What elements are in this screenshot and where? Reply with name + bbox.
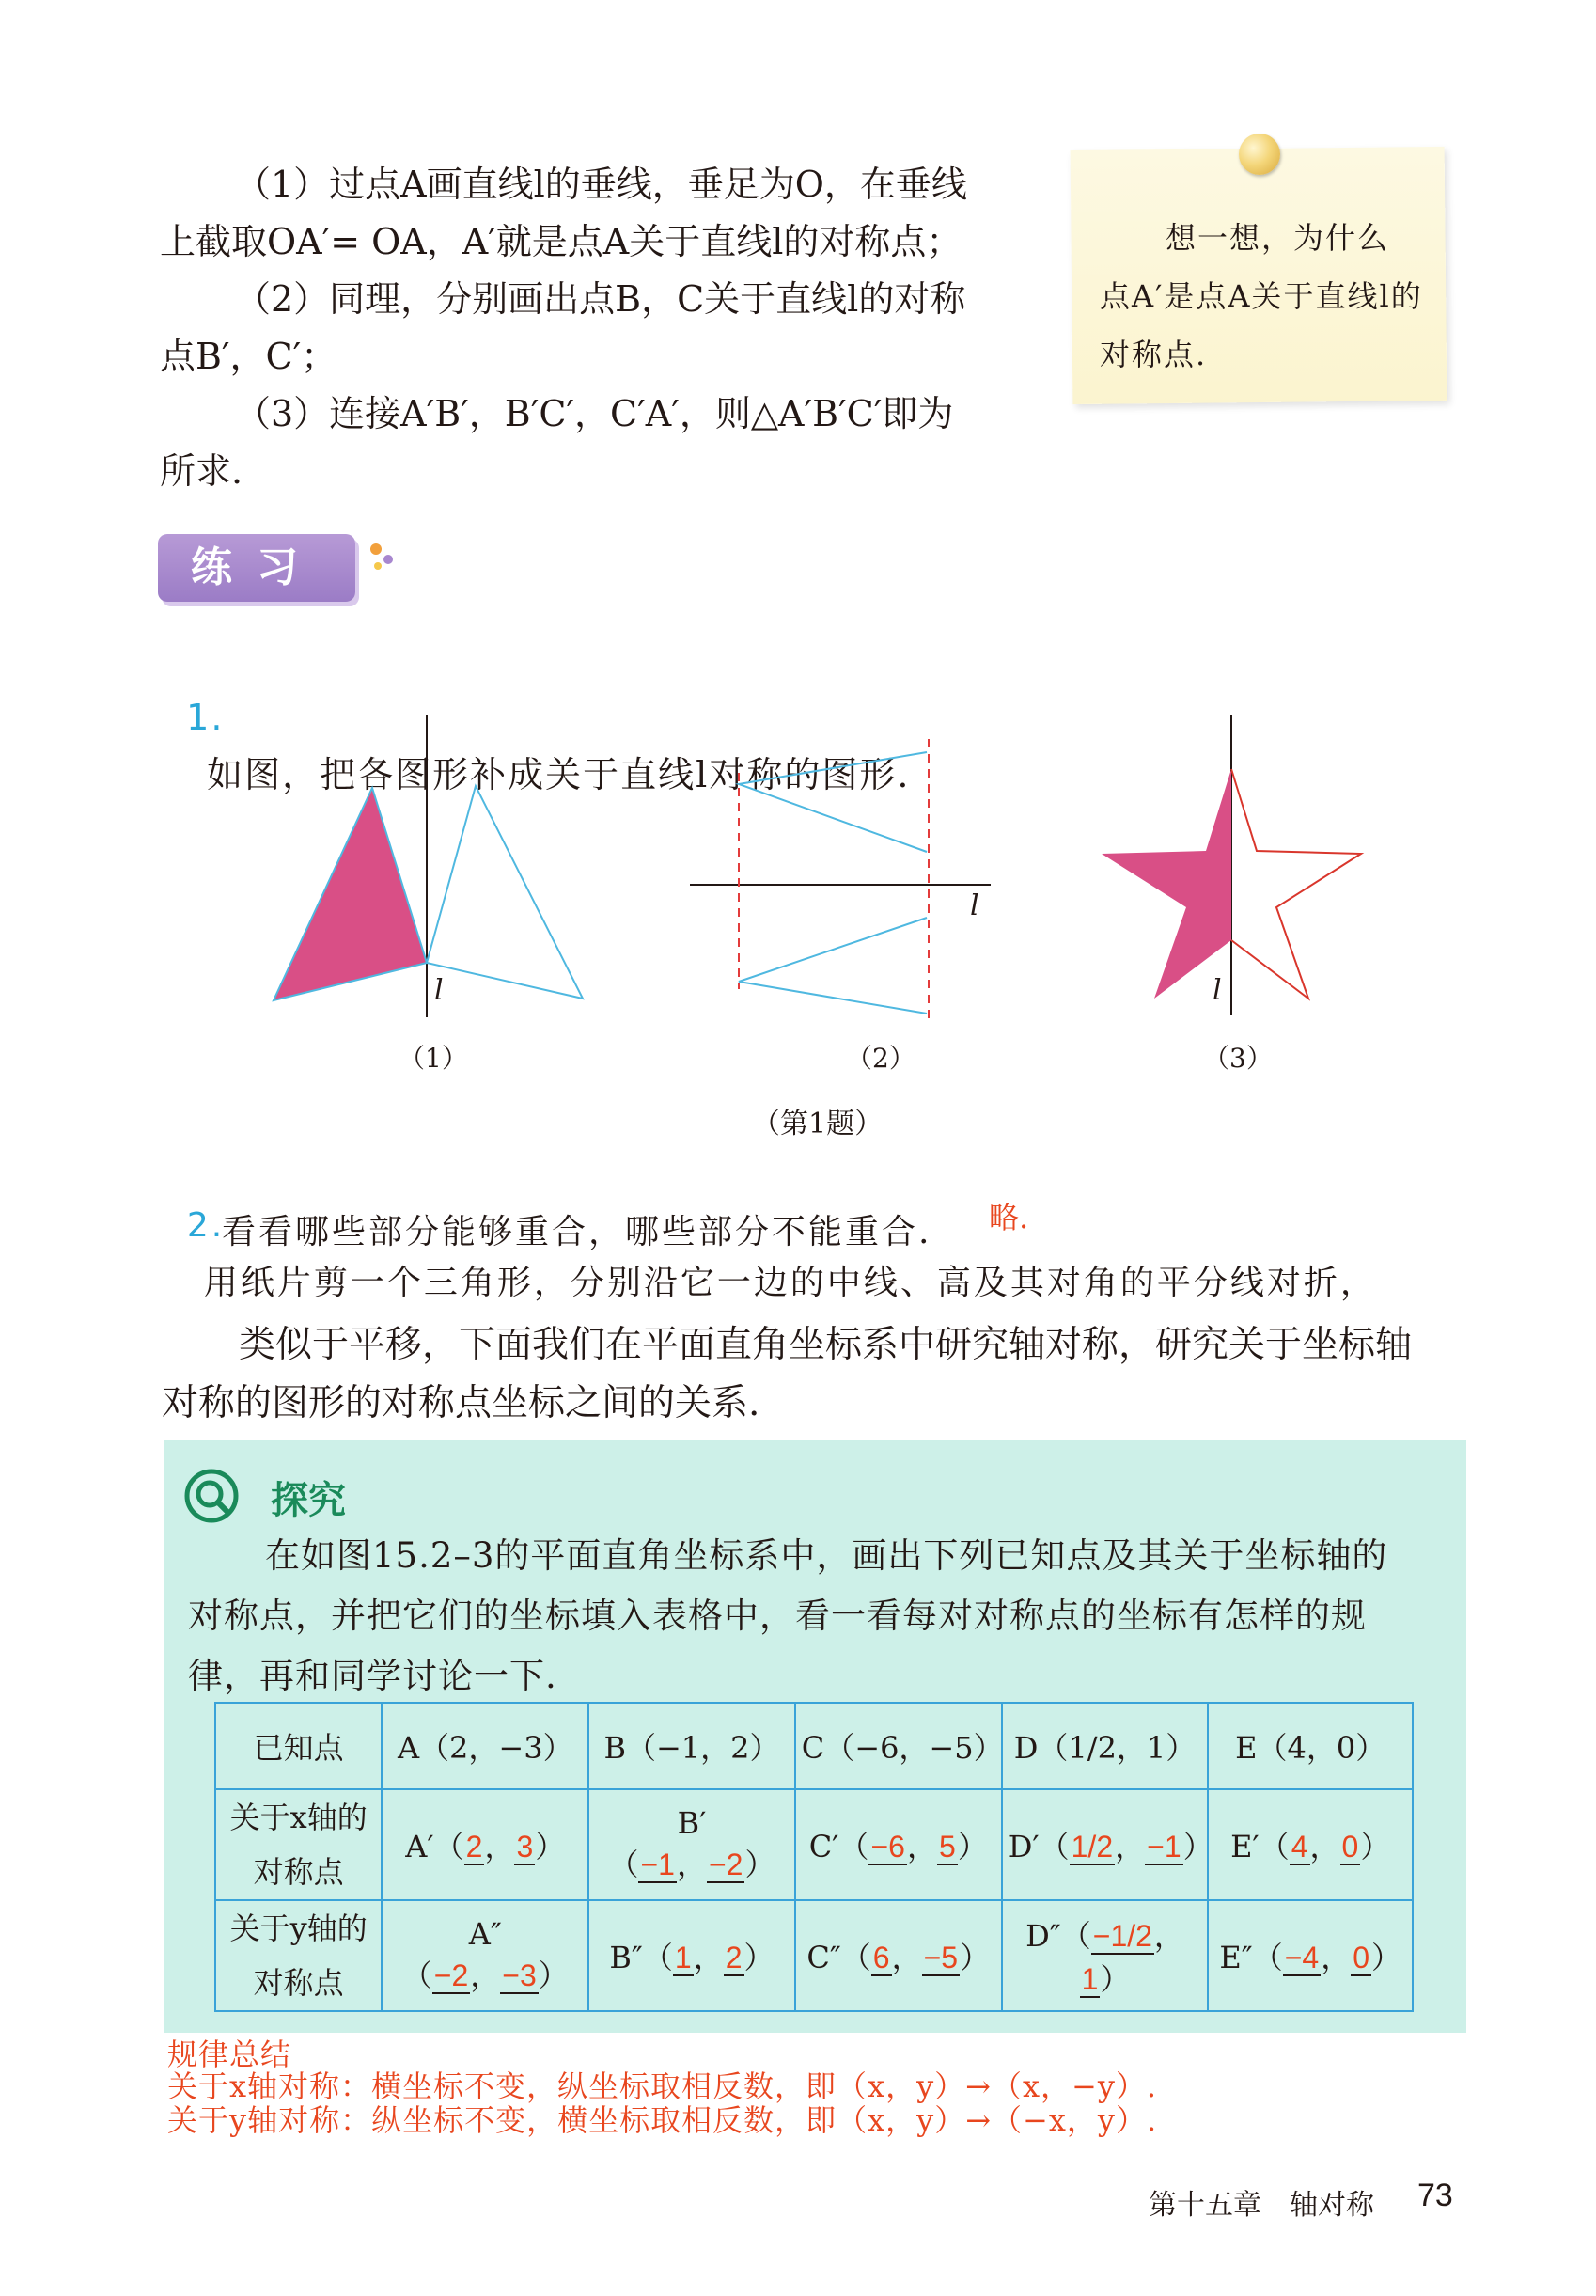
note-line-1: 想一想，为什么 bbox=[1166, 220, 1390, 256]
fig2-lower-lines bbox=[739, 918, 927, 1014]
explore-line-3: 律，再和同学讨论一下. bbox=[188, 1656, 557, 1696]
figure-2 bbox=[690, 739, 991, 1025]
known-point-b: B（−1，2） bbox=[588, 1703, 795, 1789]
x-sym-b-first: −1 bbox=[640, 1848, 675, 1881]
x-sym-d-first: 1/2 bbox=[1071, 1830, 1114, 1864]
fig1-axis-label: l bbox=[434, 974, 444, 1007]
y-sym-c: C″（6，−5） bbox=[795, 1900, 1002, 2011]
table-row bbox=[215, 1703, 1413, 1789]
x-sym-e-second: 0 bbox=[1341, 1830, 1359, 1864]
chapter-footer: 第十五章 轴对称 bbox=[1149, 2189, 1374, 2222]
y-sym-c-second: −5 bbox=[923, 1941, 959, 1974]
note-line-3: 对称点. bbox=[1100, 337, 1208, 372]
fig3-magenta-half-star bbox=[1102, 769, 1231, 999]
table-row bbox=[215, 1900, 1413, 2011]
fig1-magenta-triangle bbox=[274, 788, 427, 1000]
row-y-header bbox=[215, 1900, 382, 2011]
row-x-header bbox=[215, 1789, 382, 1900]
question-1-text: 如图，把各图形补成关于直线l对称的图形. bbox=[207, 754, 911, 795]
x-sym-d: D′（1/2，−1） bbox=[1002, 1789, 1209, 1900]
y-sym-e-second: 0 bbox=[1353, 1941, 1369, 1974]
fig1-caption: （1） bbox=[399, 1043, 468, 1074]
rule-title: 规律总结 bbox=[167, 2037, 292, 2072]
magnifier-icon bbox=[184, 1469, 239, 1523]
step-1-line-1: （1）过点A画直线l的垂线，垂足为O，在垂线 bbox=[235, 164, 967, 205]
row-y-header-line-2: 对称点 bbox=[253, 1965, 344, 2001]
y-sym-e-name: E″ bbox=[1219, 1940, 1253, 1975]
page-number: 73 bbox=[1417, 2178, 1453, 2213]
step-2-line-1: （2）同理，分别画出点B，C关于直线l的对称 bbox=[235, 278, 966, 320]
x-sym-c-second: 5 bbox=[938, 1830, 956, 1864]
y-sym-d-name: D″ bbox=[1025, 1918, 1061, 1954]
x-sym-c-name: C′ bbox=[808, 1829, 839, 1864]
explore-line-2: 对称点，并把它们的坐标填入表格中，看一看每对对称点的坐标有怎样的规 bbox=[188, 1596, 1367, 1636]
y-sym-c-name: C″ bbox=[806, 1940, 841, 1975]
x-sym-b-second: −2 bbox=[708, 1848, 743, 1881]
y-sym-e: E″（−4，0） bbox=[1208, 1900, 1413, 2011]
known-point-c: C（−6，−5） bbox=[795, 1703, 1002, 1789]
figure-caption: （第1题） bbox=[752, 1108, 884, 1140]
step-3-line-2: 所求. bbox=[160, 450, 243, 492]
rule-line-2: 关于y轴对称：纵坐标不变，横坐标取相反数，即（x，y）→（−x，y）. bbox=[167, 2102, 1158, 2138]
fig3-axis-label: l bbox=[1213, 974, 1222, 1007]
y-sym-a-name: A″ bbox=[468, 1916, 502, 1952]
step-2-line-2: 点B′，C′； bbox=[160, 336, 337, 377]
fig1-outline-triangle bbox=[427, 786, 583, 999]
x-sym-d-name: D′ bbox=[1008, 1829, 1040, 1864]
intro-line-1: 类似于平移，下面我们在平面直角坐标系中研究轴对称，研究关于坐标轴 bbox=[239, 1324, 1413, 1366]
note-line-2: 点A′是点A关于直线l的 bbox=[1100, 278, 1423, 314]
known-point-d: D（1/2，1） bbox=[1002, 1703, 1209, 1789]
known-point-a: A（2，−3） bbox=[382, 1703, 588, 1789]
question-2-line-2: 看看哪些部分能够重合，哪些部分不能重合. bbox=[222, 1213, 932, 1251]
y-sym-a-second: −3 bbox=[502, 1958, 537, 1992]
explore-title: 探究 bbox=[271, 1479, 346, 1522]
x-sym-b: B′（−1，−2） bbox=[588, 1789, 795, 1900]
x-sym-d-second: −1 bbox=[1147, 1830, 1181, 1864]
row-y-header-line-1: 关于y轴的 bbox=[229, 1911, 368, 1946]
explore-line-1: 在如图15.2–3的平面直角坐标系中，画出下列已知点及其关于坐标轴的 bbox=[265, 1535, 1388, 1576]
x-sym-b-name: B′ bbox=[677, 1805, 707, 1841]
table-row bbox=[215, 1789, 1413, 1900]
step-1-line-2: 上截取OA′= OA，A′就是点A关于直线l的对称点； bbox=[160, 221, 962, 262]
x-sym-e-name: E′ bbox=[1230, 1829, 1260, 1864]
row-x-header-line-1: 关于x轴的 bbox=[229, 1800, 368, 1835]
x-sym-a-second: 3 bbox=[516, 1830, 534, 1864]
figure-3 bbox=[1102, 715, 1361, 1015]
x-sym-c: C′（−6，5） bbox=[795, 1789, 1002, 1900]
step-3-line-1: （3）连接A′B′，B′C′，C′A′，则△A′B′C′即为 bbox=[235, 393, 954, 434]
y-sym-d-second: 1 bbox=[1081, 1962, 1099, 1996]
rule-line-1: 关于x轴对称：横坐标不变，纵坐标取相反数，即（x，y）→（x，−y）. bbox=[167, 2068, 1158, 2104]
y-sym-a-first: −2 bbox=[433, 1958, 469, 1992]
y-sym-b-first: 1 bbox=[674, 1941, 692, 1974]
fig3-outline-half-star bbox=[1231, 769, 1361, 999]
x-sym-a-name: A′ bbox=[405, 1829, 434, 1864]
y-sym-b: B″（1，2） bbox=[588, 1900, 795, 2011]
question-1-number: 1. bbox=[186, 697, 225, 738]
x-sym-c-first: −6 bbox=[870, 1830, 905, 1864]
coordinate-table bbox=[214, 1702, 1414, 2012]
figure-set bbox=[0, 0, 1596, 1128]
row-x-header-line-2: 对称点 bbox=[253, 1854, 344, 1890]
x-sym-e-first: 4 bbox=[1291, 1830, 1308, 1864]
y-sym-c-first: 6 bbox=[872, 1941, 890, 1974]
x-sym-a: A′（2，3） bbox=[382, 1789, 588, 1900]
table-head-known: 已知点 bbox=[215, 1703, 382, 1789]
fig2-upper-lines bbox=[739, 752, 927, 852]
y-sym-a: A″（−2，−3） bbox=[382, 1900, 588, 2011]
practice-badge: 练习 bbox=[158, 534, 355, 602]
x-sym-e: E′（4，0） bbox=[1208, 1789, 1413, 1900]
question-2-text-1: 用纸片剪一个三角形，分别沿它一边的中线、高及其对角的平分线对折， bbox=[203, 1264, 1377, 1302]
y-sym-d: D″（−1/2，1） bbox=[1002, 1900, 1209, 2011]
x-sym-a-first: 2 bbox=[465, 1830, 483, 1864]
intro-line-2: 对称的图形的对称点坐标之间的关系. bbox=[162, 1382, 760, 1424]
figure-1 bbox=[274, 715, 583, 1017]
y-sym-b-name: B″ bbox=[609, 1940, 643, 1975]
fig3-caption: （3） bbox=[1203, 1043, 1273, 1074]
question-2-number: 2. bbox=[186, 1206, 226, 1245]
y-sym-b-second: 2 bbox=[725, 1941, 743, 1974]
y-sym-d-first: −1/2 bbox=[1092, 1919, 1152, 1953]
y-sym-e-first: −4 bbox=[1284, 1941, 1320, 1974]
fig2-axis-label: l bbox=[970, 889, 979, 922]
fig2-caption: （2） bbox=[846, 1043, 915, 1074]
known-point-e: E（4，0） bbox=[1208, 1703, 1413, 1789]
question-2-answer: 略. bbox=[989, 1200, 1029, 1235]
